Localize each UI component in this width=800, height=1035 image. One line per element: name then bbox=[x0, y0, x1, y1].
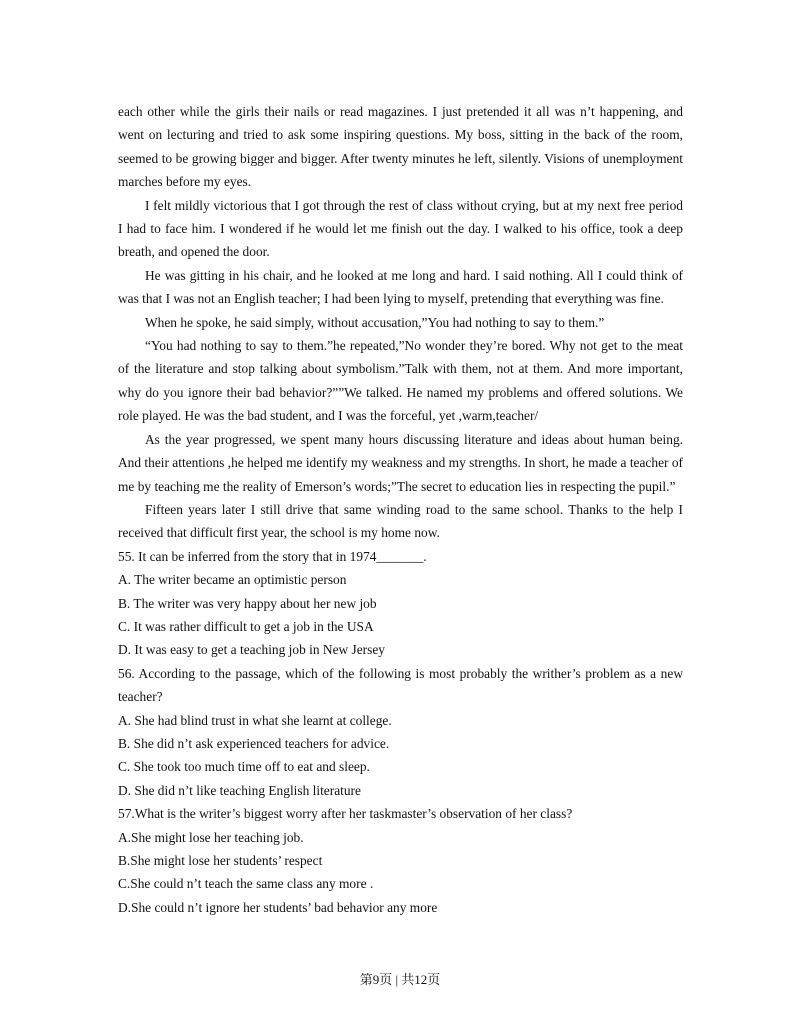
option-a: A.She might lose her teaching job. bbox=[118, 829, 304, 845]
question-56 bbox=[118, 662, 683, 802]
option-b: B. The writer was very happy about her new job bbox=[118, 595, 377, 611]
passage-paragraph-4: When he spoke, he said simply, without accusation,”You had nothing to say to them.” bbox=[145, 314, 605, 330]
passage-paragraph-3: He was gitting in his chair, and he looked at me long and hard. I said nothing. All I could think of was that I was not an English teacher; I had been lying to myself, pretending that everything was fine. bbox=[118, 267, 683, 307]
passage-paragraph-7: Fifteen years later I still drive that same winding road to the same school. Thanks to the help I received that difficult first year, the school is my home now. bbox=[118, 501, 683, 541]
option-b: B. She did n’t ask experienced teachers for advice. bbox=[118, 735, 390, 751]
option-d: D. It was easy to get a teaching job in New Jersey bbox=[118, 642, 385, 658]
passage-paragraph-6: As the year progressed, we spent many hours discussing literature and ideas about human being. And their attentions ,he helped me identify my weakness and my strengths. In short, he made a teacher of me by teaching me the reality of Emerson’s words;”The secret to education lies in respecting the pupil.” bbox=[118, 431, 683, 494]
passage-paragraph-5: “You had nothing to say to them.”he repeated,”No wonder they’re bored. Why not get to the meat of the literature and stop talking about symbolism.”Talk with them, not at them. And more important, why do you ignore their bad behavior?””We talked. He named my problems and offered solutions. We role played. He was the bad student, and I was the forceful, yet ,warm,teacher/ bbox=[118, 338, 683, 424]
passage-paragraph-2: I felt mildly victorious that I got through the rest of class without crying, but at my next free period I had to face him. I wondered if he would let me finish out the day. I walked to his office, took a deep breath, and opened the door. bbox=[118, 197, 683, 260]
option-a: A. The writer became an optimistic person bbox=[118, 572, 347, 588]
option-c: C. She took too much time off to eat and sleep. bbox=[118, 759, 370, 775]
option-a: A. She had blind trust in what she learnt at college. bbox=[118, 712, 392, 728]
document-page bbox=[118, 100, 683, 919]
question-stem: 57.What is the writer’s biggest worry after her taskmaster’s observation of her class? bbox=[118, 806, 573, 822]
option-b: B.She might lose her students’ respect bbox=[118, 853, 323, 868]
passage bbox=[118, 100, 683, 545]
option-d: D.She could n’t ignore her students’ bad behavior any more bbox=[118, 899, 438, 915]
option-c: C. It was rather difficult to get a job in the USA bbox=[118, 618, 374, 634]
passage-paragraph-1: each other while the girls their nails or read magazines. I just pretended it all was n’t happening, and went on lecturing and tried to ask some inspiring questions. My boss, sitting in the back of the room, seemed to be growing bigger and bigger. After twenty minutes he left, silently. Visions of unemployment marches before my eyes. bbox=[118, 104, 683, 190]
question-stem: 55. It can be inferred from the story that in 1974_______. bbox=[118, 548, 427, 564]
option-d: D. She did n’t like teaching English literature bbox=[118, 782, 361, 798]
question-55 bbox=[118, 545, 683, 662]
option-c: C.She could n’t teach the same class any more . bbox=[118, 876, 374, 892]
page-number: 第9页 | 共12页 bbox=[359, 972, 441, 987]
question-stem: 56. According to the passage, which of the following is most probably the writher’s problem as a new teacher? bbox=[118, 665, 683, 705]
question-57 bbox=[118, 802, 683, 919]
